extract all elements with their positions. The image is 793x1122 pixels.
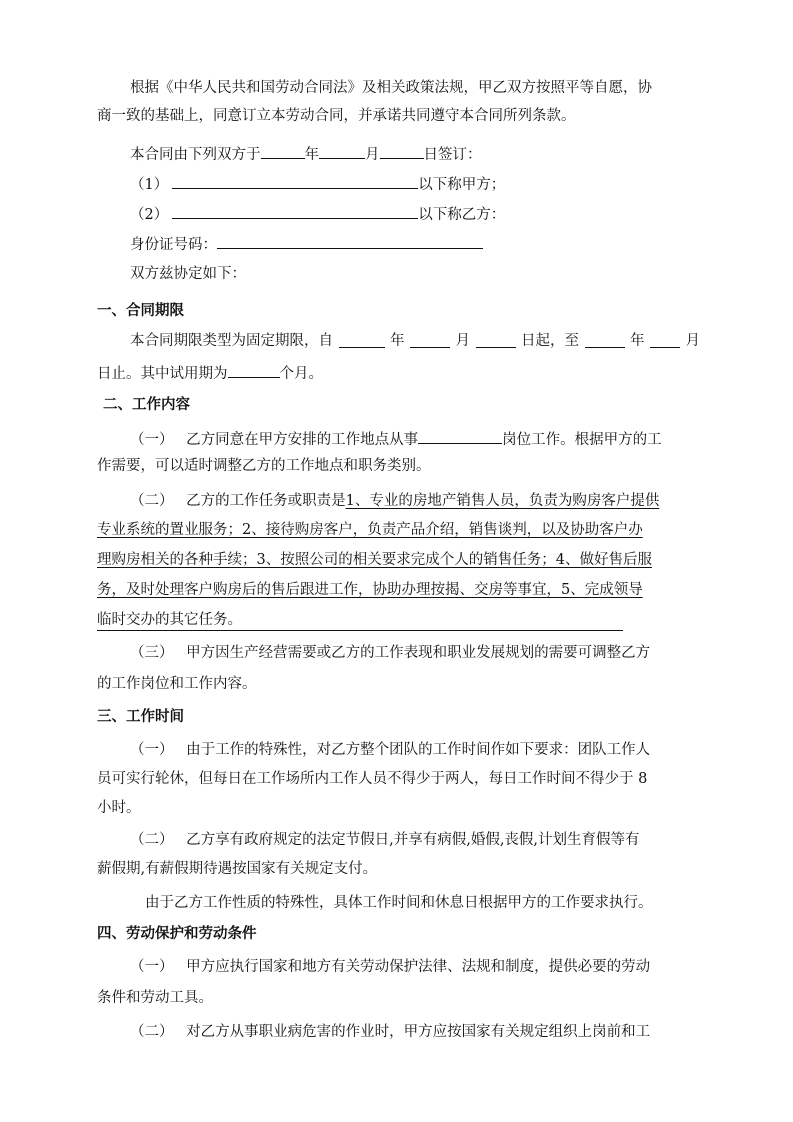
sign-date-line <box>130 142 482 165</box>
party-a-suffix: 以下称甲方； <box>418 177 506 193</box>
id-label: 身份证号码： <box>130 237 217 253</box>
term-line-1 <box>130 331 700 351</box>
work-item-1-line-1 <box>130 427 662 450</box>
intro-text: 根据《中华人民共和国劳动合同法》及相关政策法规，甲乙双方按照平等自愿，协 <box>130 80 652 96</box>
intro-line-1 <box>130 78 700 98</box>
hours-item-2-text: 乙方享有政府规定的法定节假日,并享有病假,婚假,丧假,计划生育假等有 <box>186 832 640 848</box>
party-b-blank[interactable] <box>172 202 418 219</box>
item-number: （一） <box>130 959 174 975</box>
work-item-2-line-1 <box>130 491 659 511</box>
day-label: 日签订： <box>423 147 482 163</box>
item-number: （三） <box>130 645 174 661</box>
probation-suffix: 个月。 <box>279 366 323 382</box>
end-month-label: 月 <box>685 333 700 349</box>
section-1-title: 一、合同期限 <box>97 303 184 319</box>
start-day-label: 日起，至 <box>521 333 579 349</box>
year-blank[interactable] <box>261 142 305 159</box>
protection-item-2-line-1 <box>130 1022 650 1042</box>
intro-line-2: 商一致的基础上，同意订立本劳动合同，并承诺共同遵守本合同所列条款。 <box>97 108 576 124</box>
year-label: 年 <box>304 147 319 163</box>
id-number-line <box>130 232 483 255</box>
start-month-label: 月 <box>455 333 470 349</box>
hours-item-1-text: 由于工作的特殊性，对乙方整个团队的工作时间作如下要求：团队工作人 <box>186 742 651 758</box>
duties-text: 理购房相关的各种手续；3、按照公司的相关要求完成个人的销售任务；4、做好售后服 <box>97 552 652 568</box>
probation-blank[interactable] <box>228 361 280 378</box>
duties-line-4 <box>97 580 700 600</box>
term-line-2 <box>97 361 323 384</box>
item-number: （二） <box>130 832 174 848</box>
protection-item-1-line-1 <box>130 957 650 977</box>
party-a-blank[interactable] <box>172 172 418 189</box>
item-number: （一） <box>130 432 174 448</box>
work-item-1-text: 乙方同意在甲方安排的工作地点从事 <box>186 432 419 448</box>
section-3-title: 三、工作时间 <box>97 709 184 725</box>
hours-item-2-line-1 <box>130 830 640 850</box>
work-item-3-line-1 <box>130 643 650 663</box>
duties-text: 1、专业的房地产销售人员，负责为购房客户提供 <box>345 493 660 509</box>
party-a-line <box>130 172 505 195</box>
party-b-suffix: 以下称乙方： <box>418 207 506 223</box>
position-blank[interactable] <box>418 427 502 444</box>
duties-text: 务，及时处理客户购房后的售后跟进工作，协助办理按揭、交房等事宜，5、完成领导 <box>97 582 643 598</box>
item-number: （二） <box>130 1024 174 1040</box>
day-blank[interactable] <box>380 142 424 159</box>
duties-line-5 <box>97 610 623 631</box>
work-item-1-suffix: 岗位工作。根据甲方的工 <box>502 432 662 448</box>
section-4-title: 四、劳动保护和劳动条件 <box>97 926 257 942</box>
start-year-blank[interactable] <box>339 331 385 348</box>
start-month-blank[interactable] <box>410 331 450 348</box>
work-item-2-text: 乙方的工作任务或职责是 <box>186 493 346 509</box>
item-number: （一） <box>130 742 174 758</box>
sign-prefix: 本合同由下列双方于 <box>130 147 261 163</box>
term-prefix: 本合同期限类型为固定期限，自 <box>130 333 333 349</box>
end-year-label: 年 <box>630 333 645 349</box>
hours-item-1-line-2: 员可实行轮休，但每日在工作场所内工作人员不得少于两人，每日工作时间不得少于 8 <box>97 771 648 787</box>
start-year-label: 年 <box>390 333 405 349</box>
protection-item-1-text: 甲方应执行国家和地方有关劳动保护法律、法规和制度，提供必要的劳动 <box>186 959 651 975</box>
end-month-blank[interactable] <box>650 331 680 348</box>
month-blank[interactable] <box>319 142 365 159</box>
probation-prefix: 日止。其中试用期为 <box>97 366 228 382</box>
start-day-blank[interactable] <box>476 331 516 348</box>
hours-item-2-line-2: 薪假期,有薪假期待遇按国家有关规定支付。 <box>97 861 378 877</box>
item-number: （二） <box>130 493 174 509</box>
end-year-blank[interactable] <box>585 331 625 348</box>
hours-item-1-line-1 <box>130 740 650 760</box>
protection-item-1-line-2: 条件和劳动工具。 <box>97 990 213 1006</box>
hours-item-1-line-3: 小时。 <box>97 800 141 816</box>
work-item-3-line-2: 的工作岗位和工作内容。 <box>97 676 257 692</box>
protection-item-2-text: 对乙方从事职业病危害的作业时，甲方应按国家有关规定组织上岗前和工 <box>186 1024 651 1040</box>
section-2-title: 二、工作内容 <box>103 397 190 413</box>
party-b-number: （2） <box>130 207 169 223</box>
duties-line-3 <box>97 550 700 570</box>
work-item-1-line-2: 作需要，可以适时调整乙方的工作地点和职务类别。 <box>97 458 431 474</box>
duties-line-2 <box>97 520 700 540</box>
hours-item-3: 由于乙方工作性质的特殊性，具体工作时间和休息日根据甲方的工作要求执行。 <box>145 895 653 911</box>
duties-text: 临时交办的其它任务。 <box>97 610 623 631</box>
party-a-number: （1） <box>130 177 169 193</box>
work-item-3-text: 甲方因生产经营需要或乙方的工作表现和职业发展规划的需要可调整乙方 <box>186 645 651 661</box>
duties-text: 专业系统的置业服务；2、接待购房客户，负责产品介绍，销售谈判，以及协助客户办 <box>97 522 643 538</box>
agree-line: 双方兹协定如下： <box>130 266 246 282</box>
month-label: 月 <box>365 147 380 163</box>
id-number-blank[interactable] <box>217 232 483 249</box>
party-b-line <box>130 202 505 225</box>
